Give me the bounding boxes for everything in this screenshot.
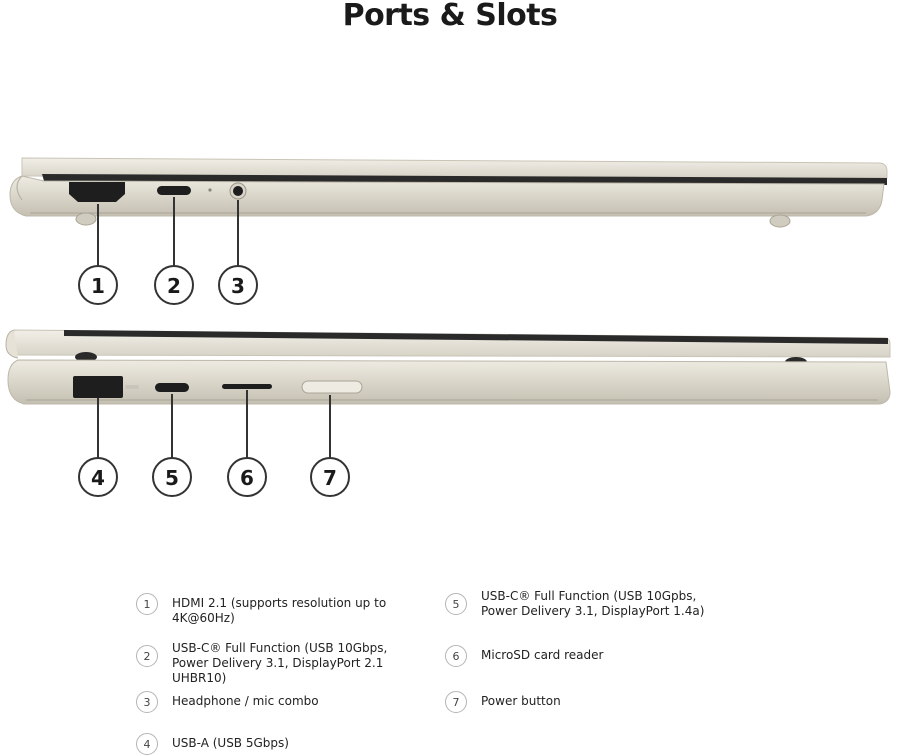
callout-2-label: 2 [167,274,181,298]
callout-6-label: 6 [240,466,254,490]
callout-6 [228,458,266,496]
usb-c-port-right [155,383,189,392]
legend-badge-6: 6 [445,645,467,667]
callout-2 [155,266,193,304]
callout-7-label: 7 [323,466,337,490]
legend-badge-3: 3 [136,691,158,713]
legend-item-2 [136,641,426,686]
legend-item-4 [136,733,426,755]
laptop-right-side [6,330,890,404]
callout-3 [219,266,257,304]
callout-4-label: 4 [91,466,105,490]
legend-item-5 [445,589,735,619]
power-button [302,381,362,393]
legend-item-1 [136,593,436,626]
legend-text-7: Power button [481,694,561,708]
legend-item-3 [136,691,426,713]
legend-item-7 [445,691,735,713]
legend-text-6: MicroSD card reader [481,648,604,662]
legend-text-5: USB-C® Full Function (USB 10Gpbs, Power Delivery 3.1, DisplayPort 1.4a) [481,589,705,618]
legend-badge-7: 7 [445,691,467,713]
legend-badge-2: 2 [136,645,158,667]
callout-1-label: 1 [91,274,105,298]
callout-3-label: 3 [231,274,245,298]
legend-text-1: HDMI 2.1 (supports resolution up to 4K@60Hz) [172,596,387,625]
legend-badge-5: 5 [445,593,467,615]
callout-5-label: 5 [165,466,179,490]
callout-4 [79,458,117,496]
usb-a-port [73,376,123,398]
page-title: Ports & Slots [342,0,558,33]
callout-5 [153,458,191,496]
callout-lines [98,197,330,458]
status-led [208,188,211,191]
hdmi-port [69,182,125,202]
usb-c-port-left [157,186,191,195]
legend-badge-4: 4 [136,733,158,755]
legend-text-3: Headphone / mic combo [172,694,319,708]
callout-7 [311,458,349,496]
legend-item-6 [445,645,735,667]
legend-text-4: USB-A (USB 5Gbps) [172,736,289,750]
legend-text-2: USB-C® Full Function (USB 10Gbps, Power Delivery 3.1, DisplayPort 2.1 UHBR10) [172,641,388,685]
laptop-left-side [10,158,887,227]
legend-badge-1: 1 [136,593,158,615]
callout-1 [79,266,117,304]
microsd-slot [222,384,272,389]
